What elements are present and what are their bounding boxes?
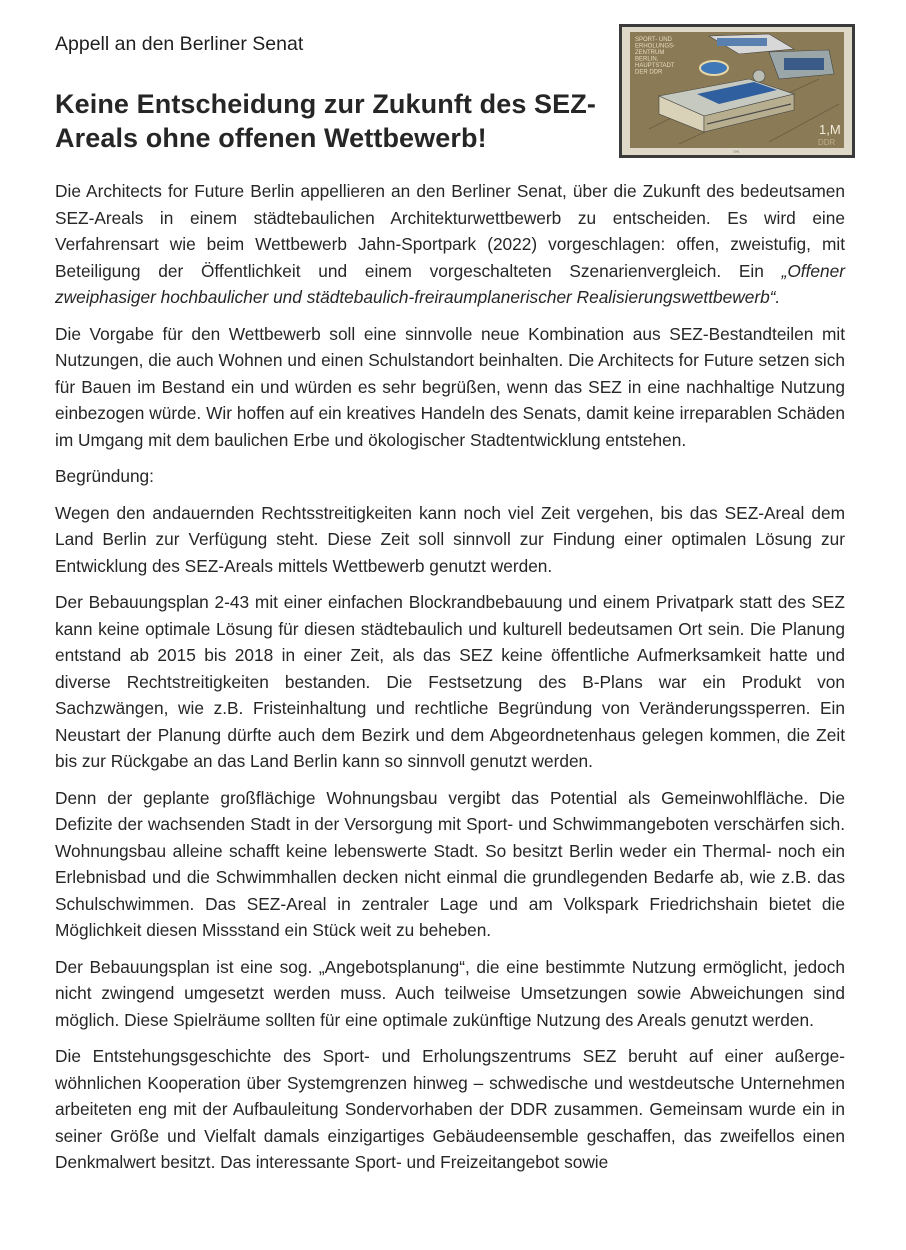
stamp-value: 1,M [819, 122, 841, 137]
paragraph-intro-text: Die Architects for Future Berlin appellieren an den Berliner Senat, über die Zukunft des bedeutsamen SEZ-Areals in einem städtebaulichen Architekturwettbewerb zu entscheiden. Es wird eine Verfahrensart wie beim Wettbewerb Jahn-Sportpark (2022) vorgeschlagen: offen, zweistufig, mit Beteiligung der Öffentlichkeit und einem vorgeschalteten Szenarienvergleich. Ein [55, 181, 845, 281]
stamp-caption-line: DER DDR [635, 69, 663, 76]
stamp-caption-line: ZENTRUM [635, 50, 665, 56]
stamp-country: DDR [818, 138, 836, 147]
competition-type-quote: „Offener zweiphasiger hochbaulicher und städtebaulich-freiraumplanerischer Realisierungswettbewerb“. [55, 260, 845, 307]
stamp-building-back-roof [717, 38, 767, 46]
paragraph-reason-3: Denn der geplante großflächige Wohnungsbau vergibt das Potential als Gemeinwohlfläche. Die Defizite der wachsenden Stadt in der Versorgung mit Sport- und Schwimmangeboten verschärfen sich. Wohnungsbau alleine schafft keine lebenswerte Stadt. So besitzt Berlin weder ein Thermal- noch ein Erlebnisbad und die Schwimmhallen decken nicht einmal die grundlegenden Bedarfe ab, wie z.B. das Schulschwimmen. Das SEZ-Areal in zentraler Lage und am Volkspark Friedrichshain bietet die Möglichkeit diesen Missstand ein Stück weit zu beheben. [55, 787, 845, 940]
page-title: Keine Entscheidung zur Zukunft des SEZ-Areals ohne offenen Wettbewerb! [55, 89, 596, 153]
stamp-building-right-windows [784, 58, 824, 70]
stamp-outdoor-pool [700, 61, 728, 75]
stamp-dome [753, 70, 765, 82]
kicker-heading: Appell an den Berliner Senat [55, 33, 304, 55]
paragraph-proposal: Die Vorgabe für den Wettbewerb soll eine sinnvolle neue Kombination aus SEZ-Bestandteilen mit Nutzungen, die auch Wohnen und einen Schulstandort beinhalten. Die Architects for Future setzen sich für Bauen im Bestand ein und würden es sehr begrüßen, wenn das SEZ in eine nachhaltige Nutzung einbezogen würde. Wir hoffen auf ein kreatives Handeln des Senats, damit keine irreparablen Schäden im Umgang mit dem baulichen Erbe und ökologischer Stadtentwicklung entstehen. [55, 323, 845, 450]
paragraph-reason-5: Die Entstehungsgeschichte des Sport- und Erholungszentrums SEZ beruht auf einer außergewöhnlichen Kooperation über Systemgrenzen hinweg – schwedische und westdeutsche Unternehmen arbeiteten eng mit der Aufbauleitung Sondervorhaben der DDR zusammen. Gemeinsam wurde ein in seiner Größe und Vielfalt damals einzigartiges Gebäudeensemble geschaffen, das zweifellos einen Denkmalwert besitzt. Das interessante Sport- und Freizeitangebot sowie [55, 1046, 845, 1172]
stamp-caption-line: SPORT- UND [635, 37, 672, 43]
stamp-caption-line: BERLIN, [635, 56, 659, 63]
document-body [55, 178, 845, 1186]
paragraph-reason-1: Wegen den andauernden Rechtsstreitigkeiten kann noch viel Zeit vergehen, bis das SEZ-Areal dem Land Berlin zur Verfügung steht. Diese Zeit soll sinnvoll zur Findung einer optimalen Lösung zur Entwicklung des SEZ-Areals mittels Wettbewerb genutzt werden. [55, 502, 845, 576]
paragraph-reason-4: Der Bebauungsplan ist eine sog. „Angebotsplanung“, die eine bestimmte Nutzung ermöglicht, jedoch nicht zwingend umgesetzt werden muss. Auch teilweise Umsetzungen sowie Abweichungen sind möglich. Diese Spielräume sollten für eine optimale zukünftige Nutzung des Areals genutzt werden. [55, 956, 845, 1030]
stamp-caption-line: ERHOLUNGS- [635, 43, 676, 50]
section-label-begruendung: Begründung: [55, 466, 154, 486]
stamp-year: 1981 [733, 149, 740, 154]
ddr-stamp-image [619, 24, 855, 158]
paragraph-reason-2: Der Bebauungsplan 2-43 mit einer einfachen Blockrandbebauung und einem Privatpark statt des SEZ kann keine optimale Lösung für diesen städtebaulich und kulturell bedeutsamen Ort sein. Die Planung entstand ab 2015 bis 2018 in einer Zeit, als das SEZ keine öffentliche Aufmerksamkeit hatte und diverse Rechtstreitigkeiten bestanden. Die Festsetzung des B-Plans war ein Produkt von Sachzwängen, wie z.B. Fristeinhaltung und rechtliche Begründung von Veränderungssperren. Ein Neustart der Planung dürfte auch dem Bezirk und dem Abgeordnetenhaus gelegen kommen, die Zeit bis zur Rückgabe an das Land Berlin kann so sinnvoll genutzt werden. [55, 592, 845, 771]
stamp-caption-line: HAUPTSTADT [635, 63, 675, 69]
paragraph-intro [55, 178, 845, 311]
